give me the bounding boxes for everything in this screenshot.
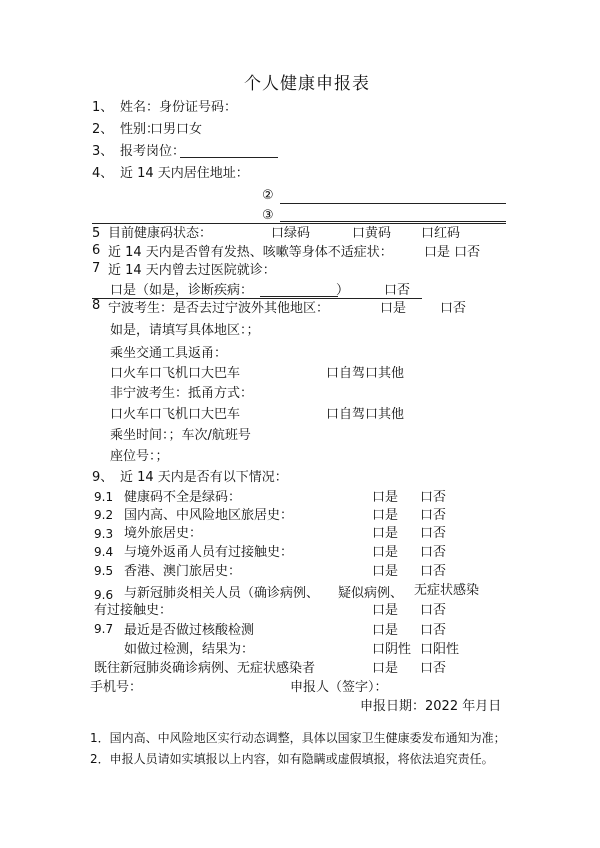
- q4-label: 近 14 天内居住地址：: [120, 166, 249, 181]
- q9-3-label: 境外旅居史：: [124, 526, 203, 541]
- q7-label: 近 14 天内曾去过医院就诊：: [108, 263, 276, 278]
- q9-6-no[interactable]: 口否: [420, 603, 447, 618]
- q9-7-yes[interactable]: 口是: [372, 623, 399, 638]
- phone-label: 手机号：: [90, 680, 143, 695]
- q9-5-label: 香港、澳门旅居史：: [124, 564, 242, 579]
- q9-1-no[interactable]: 口否: [420, 490, 447, 505]
- q3-number: 3、: [92, 144, 114, 159]
- q7-yes-option[interactable]: 口是（如是，诊断疾病：: [110, 283, 254, 298]
- q9-4-yes[interactable]: 口是: [372, 545, 399, 560]
- q9-7-label: 最近是否做过核酸检测: [124, 623, 255, 638]
- q2-label: 性别：: [120, 122, 160, 137]
- q9-5-number: 9.5: [94, 564, 114, 578]
- q9-6-label: 与新冠肺炎相关人员（确诊病例、: [124, 586, 320, 601]
- q9-2-no[interactable]: 口否: [420, 508, 447, 523]
- seat-label: 座位号：；: [110, 449, 169, 464]
- non-ningbo-label: 非宁波考生：抵甬方式：: [110, 386, 254, 401]
- address-marker-2: ②: [262, 188, 274, 203]
- q9-6-number: 9.6: [94, 588, 114, 602]
- q3-label: 报考岗位：: [120, 144, 186, 159]
- q8-label: 宁波考生：是否去过宁波外其他地区：: [108, 301, 330, 316]
- green-code-option[interactable]: 口绿码: [271, 226, 311, 241]
- q9-4-label: 与境外返甬人员有过接触史：: [124, 545, 294, 560]
- q9-1-label: 健康码不全是绿码：: [124, 490, 242, 505]
- q7-number: 7: [92, 261, 101, 276]
- q9-2-yes[interactable]: 口是: [372, 508, 399, 523]
- transport-options-2b[interactable]: 口自驾口其他: [326, 407, 405, 422]
- q9-6-yes[interactable]: 口是: [372, 603, 399, 618]
- q9-5-yes[interactable]: 口是: [372, 564, 399, 579]
- q5-number: 5: [92, 226, 101, 241]
- q1-number: 1、: [92, 100, 114, 115]
- note-1: 1．国内高、中风险地区实行动态调整，具体以国家卫生健康委发布通知为准；: [90, 731, 506, 745]
- q9-1-number: 9.1: [94, 490, 114, 504]
- history-yes[interactable]: 口是: [372, 661, 399, 676]
- q6-number: 6: [92, 243, 101, 258]
- q9-2-label: 国内高、中风险地区旅居史：: [124, 508, 294, 523]
- q8-number: 8: [92, 298, 101, 313]
- q9-3-yes[interactable]: 口是: [372, 526, 399, 541]
- q2-number: 2、: [92, 122, 114, 137]
- q8-no-option[interactable]: 口否: [440, 301, 467, 316]
- q9-3-number: 9.3: [94, 527, 114, 541]
- q9-6-label-c: 无症状感染: [414, 583, 480, 598]
- test-result-label: 如做过检测，结果为：: [124, 642, 255, 657]
- history-no[interactable]: 口否: [420, 661, 447, 676]
- q1-label: 姓名：身份证号码：: [120, 100, 238, 115]
- history-label: 既往新冠肺炎确诊病例、无症状感染者: [94, 661, 316, 676]
- transport-options-1[interactable]: 口火车口飞机口大巴车: [110, 366, 241, 381]
- diagnosis-input-line[interactable]: [260, 296, 338, 297]
- address-line-3[interactable]: [280, 221, 506, 222]
- q9-2-number: 9.2: [94, 508, 114, 522]
- section-divider-2: [92, 298, 422, 299]
- q9-5-no[interactable]: 口否: [420, 564, 447, 579]
- page-title: 个人健康申报表: [244, 74, 370, 94]
- q6-options[interactable]: 口是 口否: [424, 245, 481, 260]
- ride-time-label: 乘坐时间：；车次/航班号: [110, 428, 251, 443]
- region-fill-label: 如是，请填写具体地区：；: [110, 323, 260, 338]
- position-input-line[interactable]: [180, 157, 278, 158]
- address-marker-3: ③: [262, 208, 274, 223]
- q9-7-number: 9.7: [94, 622, 114, 636]
- q9-4-no[interactable]: 口否: [420, 545, 447, 560]
- red-code-option[interactable]: 口红码: [421, 226, 461, 241]
- transport-options-2[interactable]: 口火车口飞机口大巴车: [110, 407, 241, 422]
- q7-no-option[interactable]: 口否: [384, 283, 411, 298]
- transport-back-label: 乘坐交通工具返甬：: [110, 346, 228, 361]
- transport-options-1b[interactable]: 口自驾口其他: [326, 366, 405, 381]
- address-line-2[interactable]: [280, 203, 506, 204]
- q8-yes-option[interactable]: 口是: [380, 301, 407, 316]
- q7-close-paren: ）: [336, 283, 350, 298]
- q9-1-yes[interactable]: 口是: [372, 490, 399, 505]
- q9-4-number: 9.4: [94, 545, 114, 559]
- q9-7-no[interactable]: 口否: [420, 623, 447, 638]
- test-negative-option[interactable]: 口阴性: [372, 642, 412, 657]
- q9-6-continuation: 有过接触史：: [94, 603, 173, 618]
- section-divider-1: [92, 223, 506, 224]
- declaration-date: 申报日期：2022 年月日: [360, 699, 502, 714]
- q9-number: 9、: [92, 470, 114, 485]
- q4-number: 4、: [92, 166, 114, 181]
- q6-label: 近 14 天内是否曾有发热、咳嗽等身体不适症状：: [108, 245, 393, 260]
- gender-options[interactable]: 口男口女: [150, 122, 203, 137]
- q9-6-label-b: 疑似病例、: [338, 586, 404, 601]
- q5-label: 目前健康码状态：: [108, 226, 213, 241]
- test-positive-option[interactable]: 口阳性: [420, 642, 460, 657]
- q9-3-no[interactable]: 口否: [420, 526, 447, 541]
- signature-label: 申报人（签字）：: [290, 680, 388, 695]
- yellow-code-option[interactable]: 口黄码: [352, 226, 392, 241]
- note-2: 2．申报人员请如实填报以上内容，如有隐瞒或虚假填报，将依法追究责任。: [90, 752, 494, 766]
- q9-label: 近 14 天内是否有以下情况：: [120, 470, 288, 485]
